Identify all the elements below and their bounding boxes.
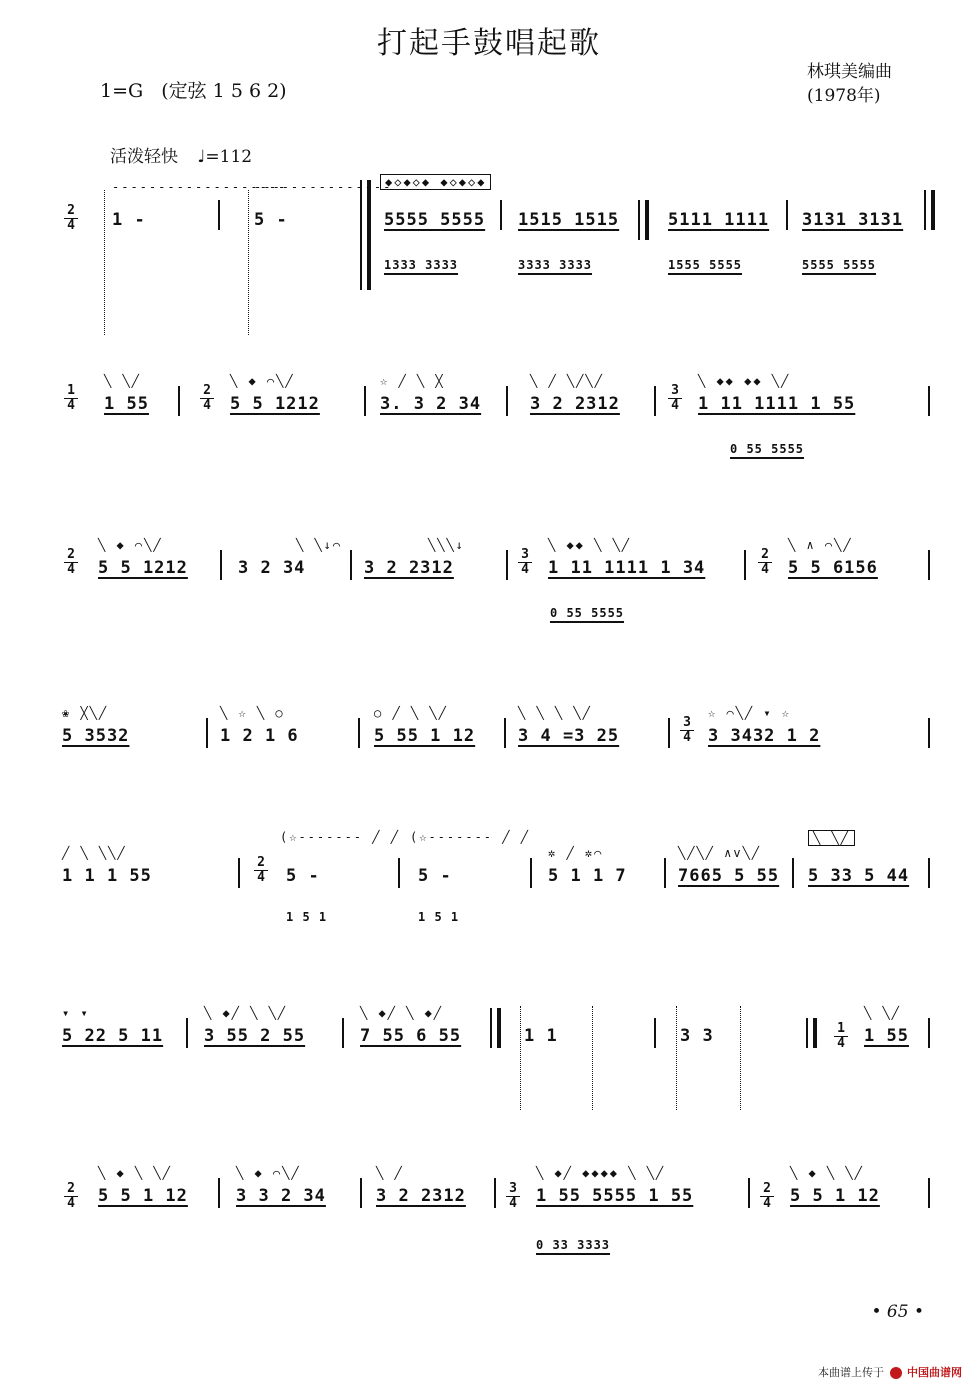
- tempo-text: 活泼轻快: [110, 147, 178, 167]
- footer-credit: [818, 1364, 962, 1380]
- measure: 1 1: [524, 1026, 558, 1046]
- measure: 5 5 1 12: [98, 1186, 188, 1206]
- measure: 1 11 1111 1 55: [698, 394, 856, 414]
- measure: 5555 5555: [384, 210, 486, 230]
- measure: 3 3 2 34: [236, 1186, 326, 1206]
- measure: 5 5 1212: [98, 558, 188, 578]
- score-row-7: 2 4 ╲ ◆ ╲ ╲╱ 5 5 1 12 ╲ ◆ ⌒╲╱ 3 3 2 34 ╲ ╱ 3 2 2312 3 4 ╲ ◆╱ ◆◆◆◆ ╲ ╲╱ 1 55 5555 1 55 0 33 3333 2 4 ╲ ◆ ╲ ╲╱ 5 5 1 12: [58, 1178, 938, 1288]
- site-logo-icon: [890, 1367, 902, 1379]
- measure: 5 -: [286, 866, 320, 886]
- measure: 1 55: [104, 394, 149, 414]
- measure: 1 55: [864, 1026, 909, 1046]
- measure: 7 55 6 55: [360, 1026, 462, 1046]
- key-label: 1=G: [100, 80, 144, 102]
- measure: 5111 1111: [668, 210, 770, 230]
- measure-lower: 1 5 1: [286, 910, 328, 924]
- time-signature: 2 4: [64, 1182, 78, 1211]
- measure: 5 5 1 12: [790, 1186, 880, 1206]
- arranger-year: (1978年): [807, 86, 881, 106]
- measure: 5 55 1 12: [374, 726, 476, 746]
- key-signature: [100, 76, 287, 103]
- arranger-name: 林琪美编曲: [807, 62, 892, 82]
- measure: 5 22 5 11: [62, 1026, 164, 1046]
- footer-brand[interactable]: 中国曲谱网: [907, 1366, 962, 1379]
- score-title: 打起手鼓唱起歌: [377, 26, 601, 61]
- measure: 3131 3131: [802, 210, 904, 230]
- time-signature: 2 4: [64, 204, 78, 233]
- measure-lower: 3333 3333: [518, 258, 593, 272]
- measure: 3 55 2 55: [204, 1026, 306, 1046]
- measure: 5 5 1212: [230, 394, 320, 414]
- measure: 5 -: [418, 866, 452, 886]
- measure: 5 -: [254, 210, 288, 230]
- measure: 1 1 1 55: [62, 866, 152, 886]
- score-row-3: 2 4 ╲ ◆ ⌒╲╱ 5 5 1212 3 2 34 ╲ ╲↓⌒ 3 2 2312 ╲╲╲↓ 3 4 ╲ ◆◆ ╲ ╲╱ 1 11 1111 1 34 0 55 5555 2 4 ╲ ∧ ⌒╲╱ 5 5 6156: [58, 544, 938, 654]
- measure: 3 2 2312: [376, 1186, 466, 1206]
- tempo-bpm: ♩=112: [197, 147, 253, 167]
- measure-lower: 0 55 5555: [730, 442, 805, 456]
- measure: 1 11 1111 1 34: [548, 558, 706, 578]
- measure: 5 3532: [62, 726, 130, 746]
- measure: 3. 3 2 34: [380, 394, 482, 414]
- measure-lower: 0 55 5555: [550, 606, 625, 620]
- measure: 3 3432 1 2: [708, 726, 821, 746]
- arranger-credit: [807, 60, 892, 108]
- measure: 1 2 1 6: [220, 726, 299, 746]
- measure: 1 -: [112, 210, 146, 230]
- measure-lower: 1 5 1: [418, 910, 460, 924]
- score-row-4: ❀ ╳╲╱ 5 3532 ╲ ☆ ╲ ○ 1 2 1 6 ○ ╱ ╲ ╲╱ 5 55 1 12 ╲ ╲ ╲ ╲╱ 3 4 =3 25 3 4 ☆ ⌒╲╱ ▾ ☆ 3 3432 1 2: [58, 712, 938, 802]
- measure-lower: 1333 3333: [384, 258, 459, 272]
- measure-lower: 5555 5555: [802, 258, 877, 272]
- measure: 3 4 =3 25: [518, 726, 620, 746]
- measure: 3 3: [680, 1026, 714, 1046]
- measure: 5 1 1 7: [548, 866, 627, 886]
- measure: 3 2 34: [238, 558, 306, 578]
- measure: 1 55 5555 1 55: [536, 1186, 694, 1206]
- measure: 5 33 5 44: [808, 866, 910, 886]
- measure: 3 2 2312: [530, 394, 620, 414]
- measure-lower: 1555 5555: [668, 258, 743, 272]
- measure: 3 2 2312: [364, 558, 454, 578]
- time-signature: 1 4: [64, 384, 78, 413]
- time-signature: 2 4: [64, 548, 78, 577]
- footer-text: 本曲谱上传于: [818, 1366, 884, 1379]
- score-row-2: 1 4 ╲ ╲╱ 1 55 2 4 ╲ ◆ ⌒╲╱ 5 5 1212 ☆ ╱ ╲ ╳ 3. 3 2 34 ╲ ╱ ╲╱╲╱ 3 2 2312 3 4 ╲ ◆◆ ◆◆ ╲╱ 1 11 1111 1 55 0 55 5555: [58, 380, 938, 490]
- score-row-1: 2 4 1 - ------------------- 5 - --------------- ◆◇◆◇◆ ◆◇◆◇◆ 5555 5555 1333 3333 1515 1515 3333 3333 5111 1111 1555 5555 3131 3131 5555 5555: [58, 180, 938, 340]
- measure: 7665 5 55: [678, 866, 780, 886]
- tuning-label: (定弦 1 5 6 2): [161, 80, 287, 102]
- measure-lower: 0 33 3333: [536, 1238, 611, 1252]
- measure: 5 5 6156: [788, 558, 878, 578]
- tempo-marking: [110, 142, 252, 167]
- measure: 1515 1515: [518, 210, 620, 230]
- page-number: • 65 •: [871, 1302, 924, 1322]
- score-row-5: ╱ ╲ ╲╲╱ 1 1 1 55 2 4 (☆------- ╱ ╱ 5 - 1 5 1 (☆------- ╱ ╱ 5 - 1 5 1 ✲ ╱ ✲⌒ 5 1 1 7 ╲╱╲╱ ∧v╲╱ 7665 5 55 ╲ ╲╱ 5 33 5 44: [58, 852, 938, 972]
- score-row-6: ▾ ▾ 5 22 5 11 ╲ ◆╱ ╲ ╲╱ 3 55 2 55 ╲ ◆╱ ╲ ◆╱ 7 55 6 55 1 1 3 3 1 4 ╲ ╲╱ 1 55: [58, 1018, 938, 1128]
